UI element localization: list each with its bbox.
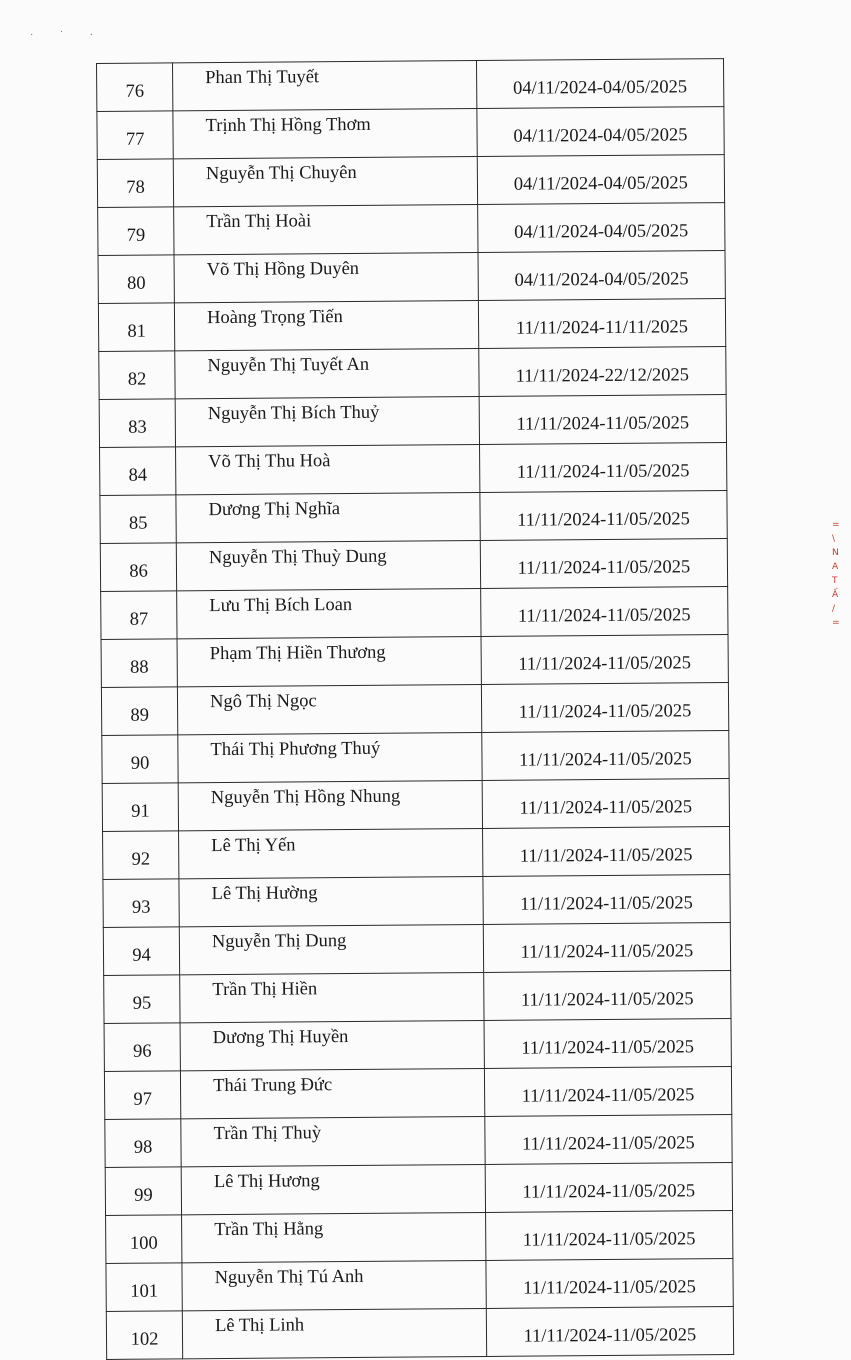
row-number-cell: 94 [103,927,179,976]
date-range-cell: 11/11/2024-11/05/2025 [480,587,728,637]
date-range-cell: 11/11/2024-11/05/2025 [480,491,728,541]
row-number-cell: 87 [101,591,177,640]
table-row [100,539,727,592]
table-row [102,731,729,784]
date-range-cell: 11/11/2024-11/05/2025 [481,635,729,685]
table-row [102,779,729,832]
red-stamp-edge [832,518,851,658]
date-range-cell: 11/11/2024-11/05/2025 [483,923,731,973]
row-number-cell: 96 [104,1023,180,1072]
date-range-cell: 11/11/2024-11/05/2025 [485,1211,733,1261]
date-range-cell: 11/11/2024-11/05/2025 [483,971,731,1021]
employee-table [96,58,734,1360]
row-number-cell: 82 [99,351,175,400]
table-row [103,923,730,976]
date-range-cell: 11/11/2024-11/05/2025 [486,1307,734,1357]
table-row [103,827,730,880]
date-range-cell: 11/11/2024-11/05/2025 [481,683,729,733]
stamp-glyph: Ấ [832,590,839,600]
row-number-cell: 98 [105,1119,181,1168]
table-row [99,395,726,448]
full-name-cell: Trần Thị Hiền [180,972,484,1022]
full-name-cell: Lê Thị Hương [181,1164,485,1214]
table-row [105,1163,732,1216]
full-name-cell: Hoàng Trọng Tiến [174,301,478,351]
full-name-cell: Võ Thị Thu Hoà [176,445,480,495]
table-row [105,1115,732,1168]
row-number-cell: 77 [97,111,173,160]
full-name-cell: Thái Thị Phương Thuý [178,732,482,782]
table-row [101,683,728,736]
full-name-cell: Phạm Thị Hiền Thương [177,636,481,686]
table-row [101,635,728,688]
row-number-cell: 93 [103,879,179,928]
row-number-cell: 100 [106,1215,182,1264]
full-name-cell: Lê Thị Linh [182,1308,486,1358]
stamp-glyph: N [832,548,839,558]
row-number-cell: 92 [103,831,179,880]
date-range-cell: 04/11/2024-04/05/2025 [478,251,726,301]
table-row [99,347,726,400]
table-row [97,155,724,208]
table-row [101,587,728,640]
row-number-cell: 91 [102,783,178,832]
full-name-cell: Trần Thị Thuỳ [181,1116,485,1166]
full-name-cell: Trần Thị Hoài [174,205,478,255]
row-number-cell: 76 [97,63,173,112]
date-range-cell: 11/11/2024-11/05/2025 [483,875,731,925]
stamp-glyph: = [832,618,840,628]
date-range-cell: 11/11/2024-11/11/2025 [478,299,726,349]
table-row [98,299,725,352]
row-number-cell: 90 [102,735,178,784]
full-name-cell: Võ Thị Hồng Duyên [174,253,478,303]
date-range-cell: 11/11/2024-11/05/2025 [484,1019,732,1069]
table-row [97,59,724,112]
date-range-cell: 11/11/2024-22/12/2025 [479,347,727,397]
full-name-cell: Ngô Thị Ngọc [178,684,482,734]
date-range-cell: 11/11/2024-11/05/2025 [484,1067,732,1117]
row-number-cell: 81 [98,303,174,352]
row-number-cell: 102 [106,1311,182,1360]
date-range-cell: 11/11/2024-11/05/2025 [482,827,730,877]
date-range-cell: 04/11/2024-04/05/2025 [477,203,725,253]
full-name-cell: Thái Trung Đức [181,1068,485,1118]
row-number-cell: 78 [97,159,173,208]
scan-specks: · ˙ · [30,30,105,41]
row-number-cell: 88 [101,639,177,688]
full-name-cell: Lê Thị Yến [179,828,483,878]
table-row [104,971,731,1024]
date-range-cell: 11/11/2024-11/05/2025 [485,1115,733,1165]
row-number-cell: 99 [105,1167,181,1216]
table-body [97,59,734,1360]
date-range-cell: 11/11/2024-11/05/2025 [482,731,730,781]
row-number-cell: 79 [98,207,174,256]
table-row [104,1019,731,1072]
full-name-cell: Dương Thị Huyền [180,1020,484,1070]
row-number-cell: 83 [99,399,175,448]
full-name-cell: Lưu Thị Bích Loan [177,588,481,638]
row-number-cell: 97 [104,1071,180,1120]
stamp-glyph: \ [832,534,836,544]
date-range-cell: 11/11/2024-11/05/2025 [479,443,727,493]
date-range-cell: 04/11/2024-04/05/2025 [477,155,725,205]
date-range-cell: 11/11/2024-11/05/2025 [486,1259,734,1309]
full-name-cell: Phan Thị Tuyết [173,61,477,111]
full-name-cell: Nguyễn Thị Bích Thuỷ [175,397,479,447]
table-row [104,1067,731,1120]
date-range-cell: 04/11/2024-04/05/2025 [476,59,724,109]
table-row [98,251,725,304]
stamp-glyph: / [832,604,836,614]
date-range-cell: 11/11/2024-11/05/2025 [479,395,727,445]
table-row [106,1259,733,1312]
table-row [106,1211,733,1264]
date-range-cell: 11/11/2024-11/05/2025 [480,539,728,589]
full-name-cell: Trịnh Thị Hồng Thơm [173,109,477,159]
full-name-cell: Lê Thị Hường [179,876,483,926]
row-number-cell: 85 [100,495,176,544]
table-row [97,107,724,160]
stamp-glyph: = [832,520,840,530]
row-number-cell: 89 [101,687,177,736]
date-range-cell: 11/11/2024-11/05/2025 [485,1163,733,1213]
full-name-cell: Nguyễn Thị Dung [179,924,483,974]
row-number-cell: 95 [104,975,180,1024]
full-name-cell: Nguyễn Thị Tú Anh [182,1260,486,1310]
table-row [106,1307,733,1360]
row-number-cell: 86 [100,543,176,592]
full-name-cell: Nguyễn Thị Tuyết An [175,349,479,399]
stamp-glyph: T [832,576,838,586]
row-number-cell: 101 [106,1263,182,1312]
full-name-cell: Dương Thị Nghĩa [176,492,480,542]
date-range-cell: 04/11/2024-04/05/2025 [477,107,725,157]
table-row [100,491,727,544]
full-name-cell: Nguyễn Thị Thuỳ Dung [176,540,480,590]
row-number-cell: 80 [98,255,174,304]
stamp-glyph: A [832,562,839,572]
full-name-cell: Nguyễn Thị Hồng Nhung [178,780,482,830]
table-row [98,203,725,256]
row-number-cell: 84 [100,447,176,496]
full-name-cell: Nguyễn Thị Chuyên [173,157,477,207]
full-name-cell: Trần Thị Hằng [182,1212,486,1262]
table-row [100,443,727,496]
date-range-cell: 11/11/2024-11/05/2025 [482,779,730,829]
table-row [103,875,730,928]
